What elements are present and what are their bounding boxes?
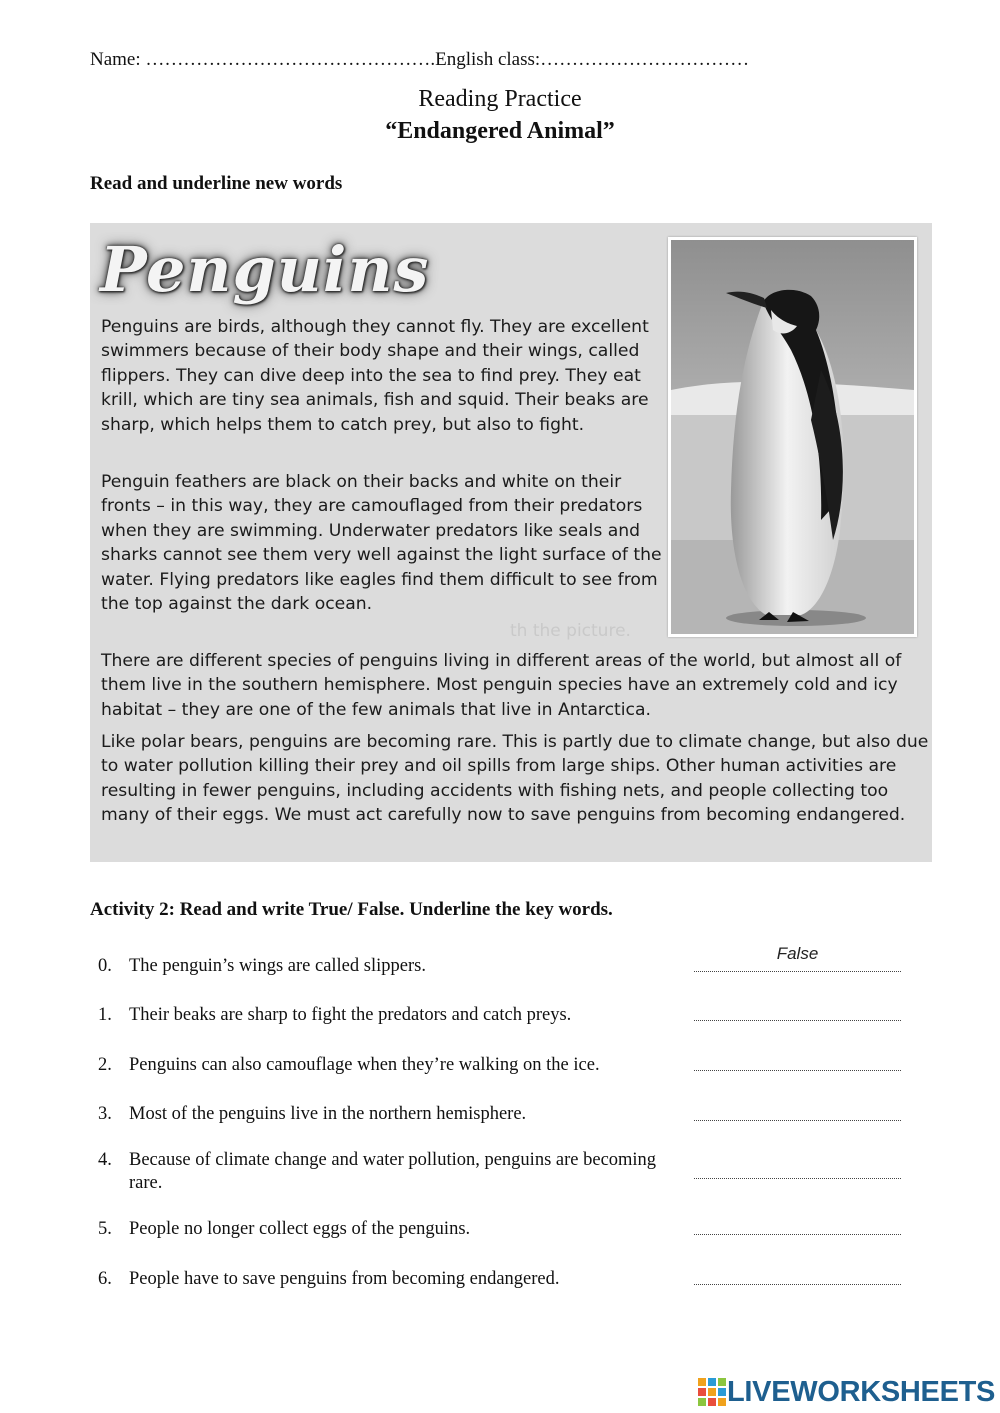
answer-field-5[interactable] [694, 1210, 901, 1234]
answer-field-0[interactable]: False [776, 944, 819, 963]
statement-number: 3. [98, 1104, 112, 1124]
liveworksheets-logo-icon [697, 1377, 727, 1407]
answer-dots [694, 1070, 901, 1071]
worksheet-title: Reading Practice [418, 86, 582, 112]
answer-dots [694, 1284, 901, 1285]
reading-instruction: Read and underline new words [90, 173, 343, 194]
statement-text: Most of the penguins live in the northern hemisphere. [129, 1104, 527, 1124]
statement-number: 4. [98, 1150, 112, 1170]
reading-passage-image: th the picture. Penguins Penguins are birds, although they cannot fly. They are excellent swimmers because of their body shape and their wings, called flippers. They can dive deep into the sea to find prey. They eat krill, which are tiny sea animals, fish and squid. Their beaks are sharp, which helps them to catch prey, but also to fight. Penguin feathers are black on their backs and white on their fronts – in this way, they are camouflaged from their predators when they are swimming. Underwater predators like seals and sharks cannot see them very well against the light surface of the water. Flying predators like eagles find them difficult to see from the top against the dark ocean. There are different species of penguins living in different areas of the world, but almost all of them live in the southern hemisphere. Most penguin species have an extremely cold and icy habitat – they are one of the few animals that live in Antarctica. Like polar bears, penguins are becoming rare. This is partly due to climate change, but also due to water pollution killing their prey and oil spills from large ships. Other human activities are resulting in fewer penguins, including accidents with fishing nets, and people collecting too many of their eggs. We must act carefully now to save penguins from becoming endangered. [90, 223, 932, 862]
statement-text: Penguins can also camouflage when they’re walking on the ice. [129, 1055, 600, 1075]
answer-field-3[interactable] [694, 1095, 901, 1119]
worksheet-subtitle: “Endangered Animal” [385, 118, 615, 144]
penguin-photo [668, 237, 917, 637]
article-paragraph: Penguin feathers are black on their backs and white on their fronts – in this way, they are camouflaged from their predators when they are swimming. Underwater predators like seals and sharks cannot see them very well against the light surface of the water. Flying predators like eagles find them difficult to see from the top against the dark ocean. [101, 472, 662, 615]
answer-field-4[interactable] [694, 1154, 901, 1178]
article-paragraph: Penguins are birds, although they cannot fly. They are excellent swimmers because of their body shape and their wings, called flippers. They can dive deep into the sea to find prey. They eat krill, which are tiny sea animals, fish and squid. Their beaks are sharp, which helps them to catch prey, but also to fight. [101, 317, 649, 435]
answer-dots [694, 1120, 901, 1121]
answer-dots [694, 1234, 901, 1235]
article-paragraph: There are different species of penguins living in different areas of the world, but almost all of them live in the southern hemisphere. Most penguin species have an extremely cold and icy habitat – they are one of the few animals that live in Antarctica. [101, 651, 902, 720]
statement-number: 5. [98, 1219, 112, 1239]
statement-text: Because of climate change and water pollution, penguins are becoming rare. [129, 1150, 657, 1193]
answer-dots [694, 1020, 901, 1021]
answer-field-2[interactable] [694, 1045, 901, 1069]
statement-text: Their beaks are sharp to fight the predators and catch preys. [129, 1005, 572, 1025]
statement-number: 6. [98, 1269, 112, 1289]
logo-text: LIVEWORKSHEETS [727, 1375, 996, 1408]
answer-field-1[interactable] [694, 995, 901, 1019]
answer-dots [694, 971, 901, 972]
liveworksheets-logo [697, 1376, 995, 1408]
activity2-instruction: Activity 2: Read and write True/ False. Underline the key words. [90, 899, 613, 920]
statement-number: 0. [98, 956, 112, 976]
article-heading: Penguins [100, 233, 430, 306]
statement-text: The penguin’s wings are called slippers. [129, 956, 426, 976]
penguin-illustration [671, 240, 914, 634]
name-class-line: Name: ……………………………………….English class:…………………………… [90, 49, 750, 70]
answer-dots [694, 1178, 901, 1179]
article-paragraph: Like polar bears, penguins are becoming rare. This is partly due to climate change, but also due to water pollution killing their prey and oil spills from large ships. Other human activities are resulting in fewer penguins, including accidents with fishing nets, and people collecting too many of their eggs. We must act carefully now to save penguins from becoming endangered. [101, 732, 929, 826]
statement-text: People have to save penguins from becoming endangered. [129, 1269, 560, 1289]
statement-text: People no longer collect eggs of the penguins. [129, 1219, 471, 1239]
answer-field-6[interactable] [694, 1260, 901, 1284]
statement-number: 1. [98, 1005, 112, 1025]
statement-number: 2. [98, 1055, 112, 1075]
